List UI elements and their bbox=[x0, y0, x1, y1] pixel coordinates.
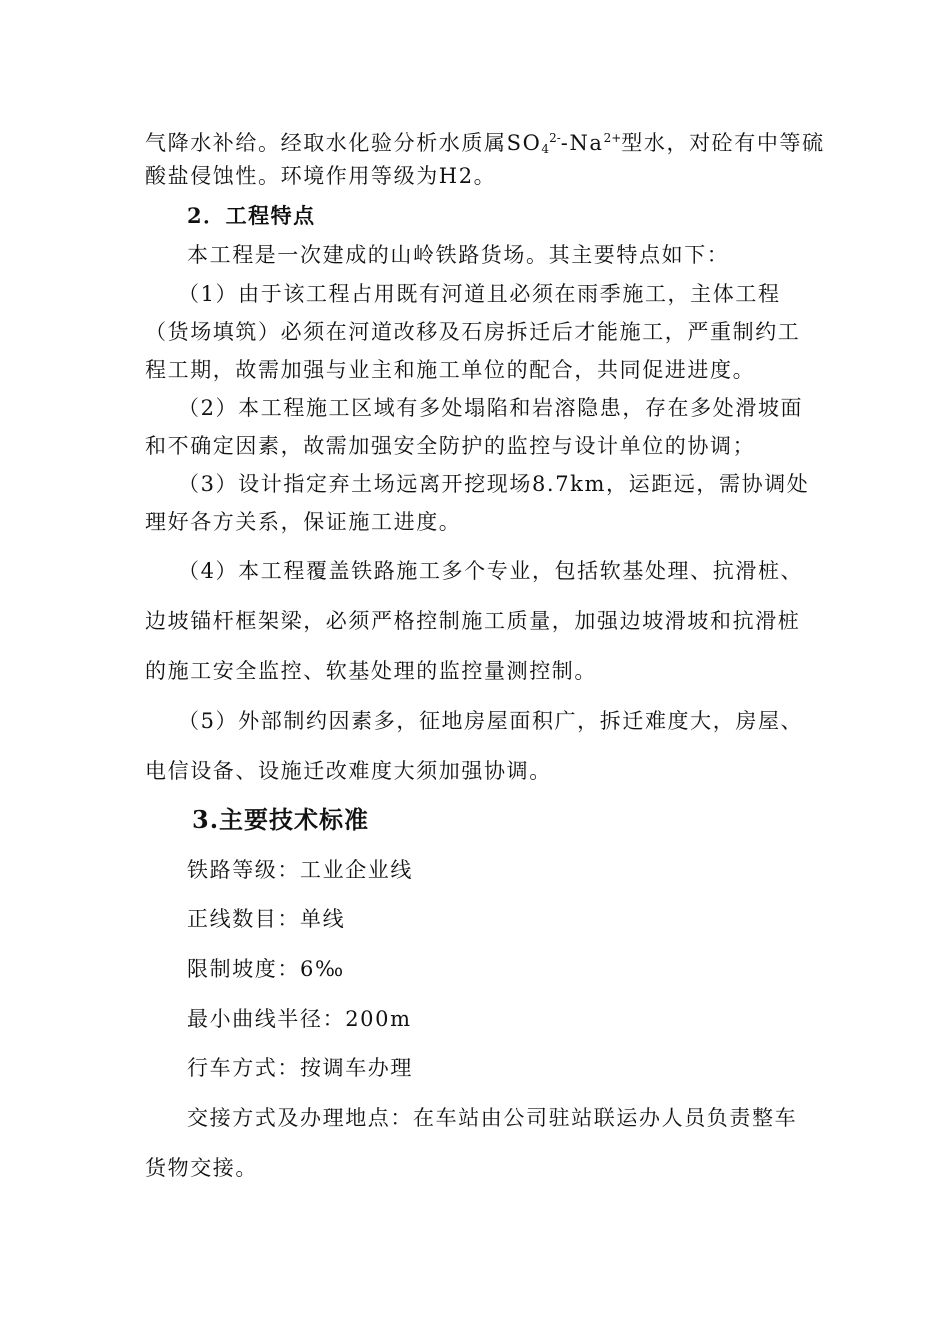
standard-railway-grade: 铁路等级：工业企业线 bbox=[187, 858, 413, 882]
formula-superscript: 2+ bbox=[603, 131, 622, 145]
text-segment: 型水，对砼有中等硫 bbox=[621, 131, 825, 155]
item-1-line-2: （货场填筑）必须在河道改移及石房拆迁后才能施工，严重制约工 bbox=[145, 320, 801, 344]
intro-paragraph: 本工程是一次建成的山岭铁路货场。其主要特点如下： bbox=[187, 243, 730, 267]
handover-line-1: 交接方式及办理地点：在车站由公司驻站联运办人员负责整车 bbox=[187, 1106, 798, 1130]
item-4-line-2: 边坡锚杆框架梁，必须严格控制施工质量，加强边坡滑坡和抗滑桩 bbox=[145, 609, 801, 633]
standard-min-curve-radius: 最小曲线半径：200m bbox=[187, 1007, 412, 1031]
section-heading-3: 3.主要技术标准 bbox=[192, 805, 370, 834]
item-5-line-1: （5）外部制约因素多，征地房屋面积广，拆迁难度大，房屋、 bbox=[178, 709, 804, 733]
section-heading-2: 2．工程特点 bbox=[187, 203, 316, 228]
item-4-line-1: （4）本工程覆盖铁路施工多个专业，包括软基处理、抗滑桩、 bbox=[178, 559, 804, 583]
paragraph-water-quality-line-2: 酸盐侵蚀性。环境作用等级为H2。 bbox=[145, 164, 497, 188]
formula-so: SO bbox=[506, 131, 542, 155]
formula-na: -Na bbox=[560, 131, 604, 155]
standard-ruling-gradient: 限制坡度：6‰ bbox=[187, 957, 345, 981]
item-5-line-2: 电信设备、设施迁改难度大须加强协调。 bbox=[145, 759, 552, 783]
formula-superscript: 2- bbox=[549, 131, 561, 145]
item-1-line-1: （1）由于该工程占用既有河道且必须在雨季施工，主体工程 bbox=[178, 282, 781, 306]
standard-operation-mode: 行车方式：按调车办理 bbox=[187, 1056, 413, 1080]
standard-main-line-count: 正线数目：单线 bbox=[187, 907, 346, 931]
formula-subscript: 4 bbox=[541, 142, 550, 156]
item-1-line-3: 程工期，故需加强与业主和施工单位的配合，共同促进进度。 bbox=[145, 358, 756, 382]
item-2-line-1: （2）本工程施工区域有多处塌陷和岩溶隐患，存在多处滑坡面 bbox=[178, 396, 804, 420]
item-3-line-2: 理好各方关系，保证施工进度。 bbox=[145, 510, 462, 534]
item-3-line-1: （3）设计指定弃土场远离开挖现场8.7km，运距远，需协调处 bbox=[178, 472, 810, 496]
paragraph-water-quality-line-1 bbox=[145, 124, 825, 163]
handover-line-2: 货物交接。 bbox=[145, 1156, 258, 1180]
item-2-line-2: 和不确定因素，故需加强安全防护的监控与设计单位的协调； bbox=[145, 434, 756, 458]
text-segment: 气降水补给。经取水化验分析水质属 bbox=[145, 131, 507, 155]
item-4-line-3: 的施工安全监控、软基处理的监控量测控制。 bbox=[145, 659, 597, 683]
